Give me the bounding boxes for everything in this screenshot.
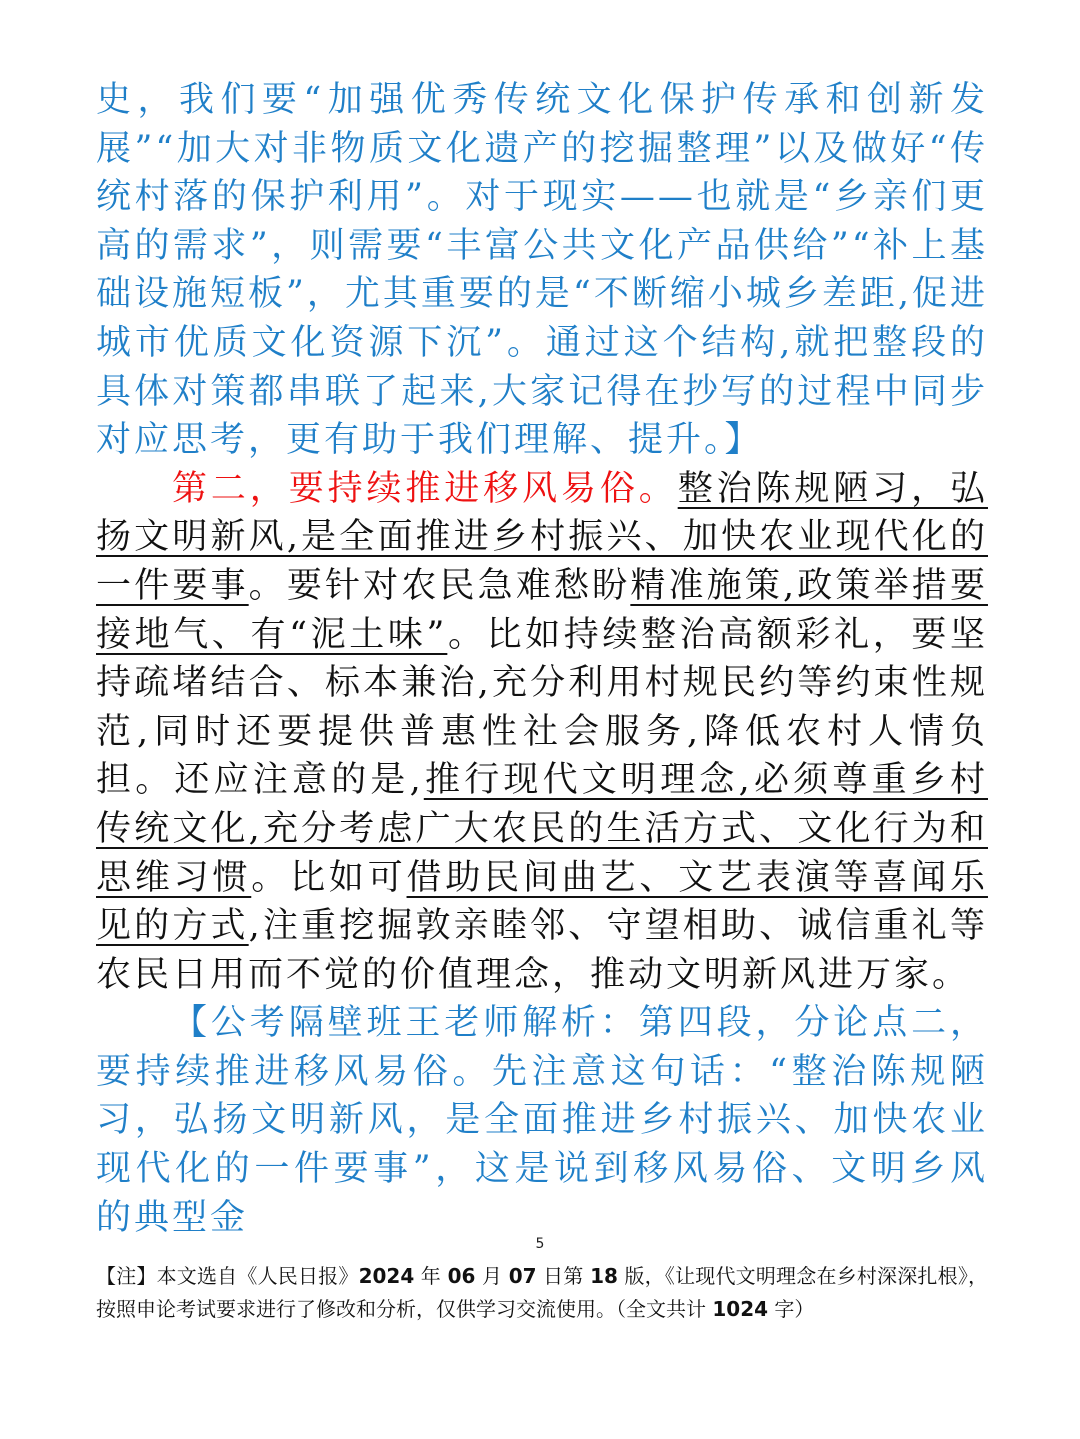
footnote-month: 06	[447, 1264, 476, 1288]
footnote-text: 字）	[768, 1297, 815, 1321]
body-text-fragment: 。要针对农民急难愁盼	[248, 565, 631, 606]
underlined-key-sentence: 借助民间曲艺、文艺表演等喜闻乐见的方式	[96, 857, 988, 947]
footnote-year: 2024	[358, 1264, 415, 1288]
underlined-key-sentence: 整治陈规陋习，弘扬文明新风,是全面推进乡村振兴、加快农业现代化的一件要事	[96, 468, 988, 606]
footnote-text: 日第	[536, 1264, 591, 1288]
source-footnote	[96, 1260, 988, 1326]
body-text-fragment: 。比如可	[251, 857, 407, 898]
section-two-paragraph	[96, 465, 988, 1000]
analysis-paragraph-two: 【公考隔壁班王老师解析：第四段，分论点二，要持续推进移风易俗。先注意这句话：“整治陈规陋习，弘扬文明新风，是全面推进乡村振兴、加快农业现代化的一件要事”，这是说到移风易俗、文明乡风的典型金	[96, 1003, 988, 1238]
body-text-fragment: 。比如持续整治高额彩礼，要坚持疏堵结合、标本兼治,充分利用村规民约等约束性规范,同时还要提供普惠性社会服务,降低农村人情负担。还应注意的是,	[96, 614, 988, 801]
page-number: 5	[535, 1236, 545, 1252]
footnote-text: 月	[475, 1264, 509, 1288]
footnote-text: 版，《让现代文明理念在乡村深深扎根》，按照申论考试要求进行了修改和分析，仅供学习交流使用。（全文共计	[96, 1264, 989, 1321]
footnote-text: 年	[414, 1264, 448, 1288]
underlined-key-sentence: 精准施策,政策举措要接地气、有“泥土味”	[96, 565, 988, 655]
underlined-key-sentence: 推行现代文明理念,必须尊重乡村传统文化,充分考虑广大农民的生活方式、文化行为和思维习惯	[96, 760, 988, 898]
analysis-paragraph-continued: 史，我们要“加强优秀传统文化保护传承和创新发展”“加大对非物质文化遗产的挖掘整理”以及做好“传统村落的保护利用”。对于现实——也就是“乡亲们更高的需求”，则需要“丰富公共文化产品供给”“补上基础设施短板”，尤其重要的是“不断缩小城乡差距,促进城市优质文化资源下沉”。通过这个结构,就把整段的具体对策都串联了起来,大家记得在抄写的过程中同步对应思考，更有助于我们理解、提升。】	[96, 80, 988, 461]
footnote-text: 【注】本文选自《人民日报》	[96, 1264, 359, 1288]
footnote-edition: 18	[590, 1264, 618, 1288]
article-body	[96, 76, 988, 1242]
body-text-fragment: ,注重挖掘敦亲睦邻、守望相助、诚信重礼等农民日用而不觉的价值理念，推动文明新风进万家。	[96, 906, 988, 995]
footnote-day: 07	[508, 1264, 537, 1288]
footnote-word-count: 1024	[712, 1297, 769, 1321]
section-two-heading: 第二，要持续推进移风易俗。	[172, 468, 678, 509]
